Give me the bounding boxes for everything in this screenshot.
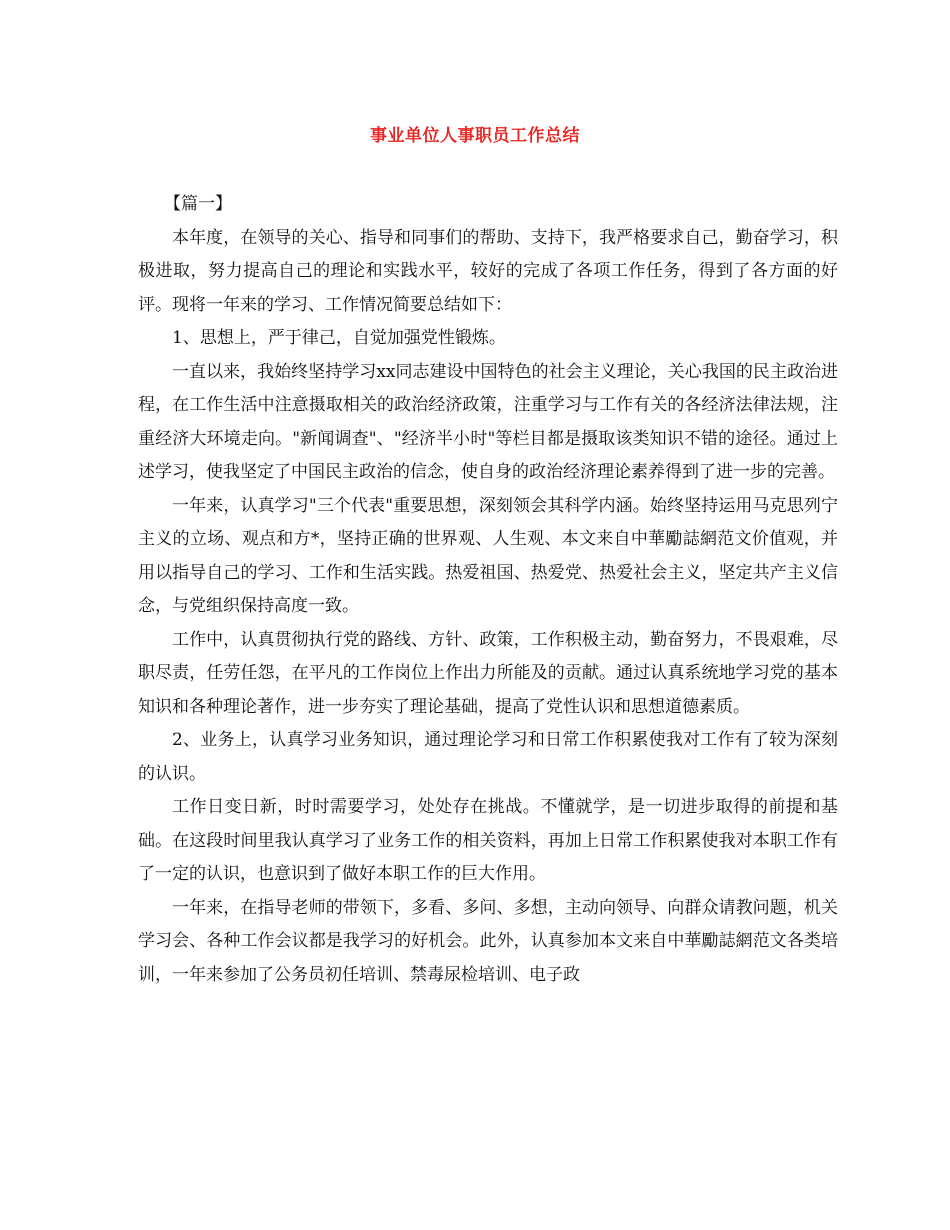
document-body — [138, 188, 838, 992]
document-title: 事业单位人事职员工作总结 — [370, 126, 580, 146]
paragraph-three-represents: 一年来，认真学习"三个代表"重要思想，深刻领会其科学内涵。始终坚持运用马克思列宁主义的立场、观点和方*，坚持正确的世界观、人生观、本文来自中華勵誌網范文价值观，并用以指导自己的学习、工作和生活实践。热爱祖国、热爱党、热爱社会主义，坚定共产主义信念，与党组织保持高度一致。 — [138, 495, 838, 616]
paragraph-training: 一年来，在指导老师的带领下，多看、多问、多想，主动向领导、向群众请教问题，机关学习会、各种工作会议都是我学习的好机会。此外，认真参加本文来自中華勵誌網范文各类培训，一年来参加了公务员初任培训、禁毒尿检培训、电子政 — [138, 897, 838, 985]
paragraph-work-attitude: 工作中，认真贯彻执行党的路线、方针、政策，工作积极主动，勤奋努力，不畏艰难，尽职尽责，任劳任怨，在平凡的工作岗位上作出力所能及的贡献。通过认真系统地学习党的基本知识和各种理论著作，进一步夯实了理论基础，提高了党性认识和思想道德素质。 — [138, 629, 838, 717]
paragraph-heading-ideology: 1、思想上，严于律己，自觉加强党性锻炼。 — [172, 328, 506, 348]
section-label: 【篇一】 — [164, 194, 232, 214]
paragraph-daily-learning: 工作日变日新，时时需要学习，处处存在挑战。不懂就学，是一切进步取得的前提和基础。在这段时间里我认真学习了业务工作的相关资料，再加上日常工作积累使我对本职工作有了一定的认识，也意识到了做好本职工作的巨大作用。 — [138, 797, 838, 884]
paragraph-theory-study: 一直以来，我始终坚持学习xx同志建设中国特色的社会主义理论，关心我国的民主政治进程，在工作生活中注意摄取相关的政治经济政策，注重学习与工作有关的各经济法律法规，注重经济大环境走向。"新闻调查"、"经济半小时"等栏目都是摄取该类知识不错的途径。通过上述学习，使我坚定了中国民主政治的信念，使自身的政治经济理论素养得到了进一步的完善。 — [138, 361, 838, 482]
paragraph-intro: 本年度，在领导的关心、指导和同事们的帮助、支持下，我严格要求自己，勤奋学习，积极进取，努力提高自己的理论和实践水平，较好的完成了各项工作任务，得到了各方面的好评。现将一年来的学习、工作情况简要总结如下： — [138, 227, 838, 315]
paragraph-heading-business: 2、业务上，认真学习业务知识，通过理论学习和日常工作积累使我对工作有了较为深刻的认识。 — [138, 730, 838, 784]
